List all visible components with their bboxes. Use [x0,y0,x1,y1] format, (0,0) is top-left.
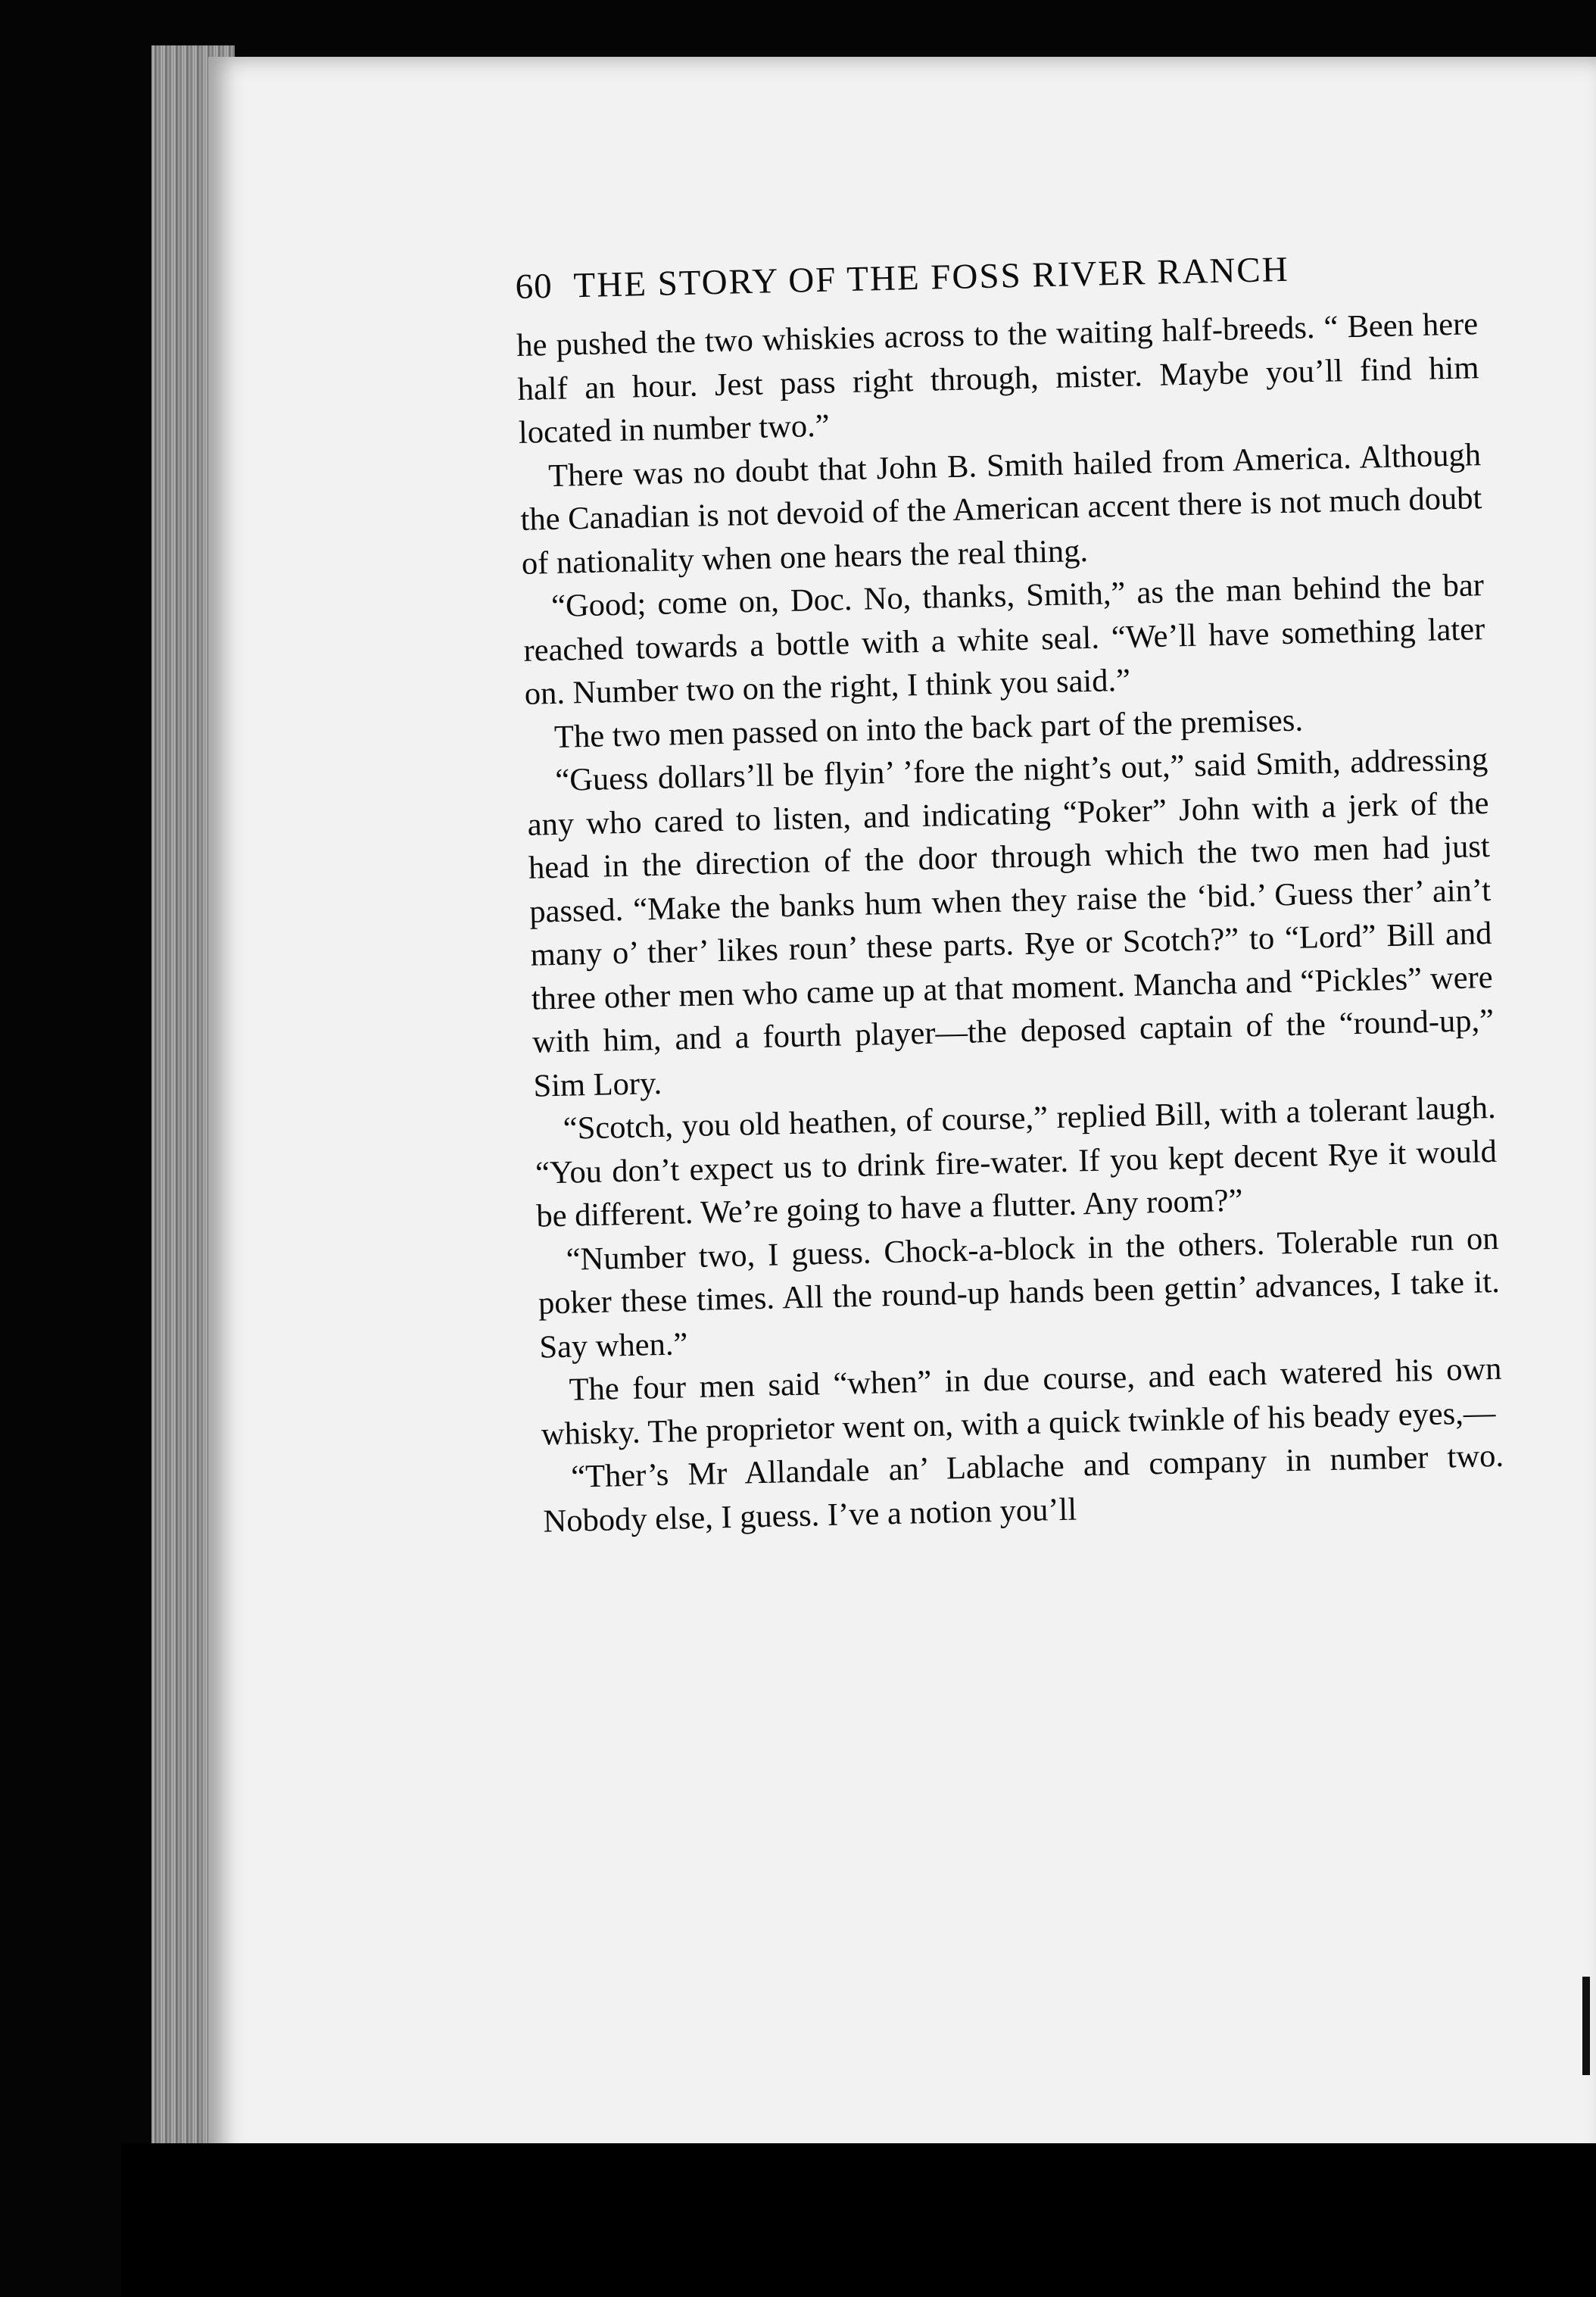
paragraph: The four men said “when” in due course, and each watered his own whisky. The proprietor went on, with a quick twinkle of his beady eyes,— [541,1350,1502,1453]
paragraph: “Ther’s Mr Allandale an’ Lablache and company in number two. Nobody else, I guess. I’ve a notion you’ll [543,1437,1504,1540]
running-title: THE STORY OF THE FOSS RIVER RANCH [573,249,1290,306]
paragraph: “Number two, I guess. Chock-a-block in the others. Tolerable run on poker these times. All the round-up hands been gettin’ advances, I take it. Say when.” [538,1220,1501,1365]
paragraph: There was no doubt that John B. Smith hailed from America. Although the Canadian is not devoid of the American accent there is not much doubt of nationality when one hears the real thing. [520,436,1482,582]
paragraph: he pushed the two whiskies across to the waiting half-breeds. “ Been here half an hour. Jest pass right through, mister. Maybe you’ll find him located in number two.” [516,306,1479,451]
bottom-shadow [121,2143,1596,2297]
edge-mark [1582,1977,1590,2075]
paragraph: The two men passed on into the back part of the premises. [553,702,1304,755]
paragraph: “Scotch, you old heathen, of course,” replied Bill, with a tolerant laugh. “You don’t expect us to drink fire-water. If you kept decent Rye it would be different. We’re going to have a flutter. Any room?” [535,1089,1498,1234]
page-text-block [515,245,1505,1543]
paragraph: “Good; come on, Doc. No, thanks, Smith,” as the man behind the bar reached towards a bottle with a white seal. “We’ll have something later on. Number two on the right, I think you said.” [522,567,1485,712]
page-number: 60 [515,266,553,307]
paragraph: “Guess dollars’ll be flyin’ ’fore the night’s out,” said Smith, addressing any who cared to listen, and indicating “Poker” John with a jerk of the head in the direction of the door through which the two men had just passed. “Make the banks hum when they raise the ‘bid.’ Guess ther’ ain’t many o’ ther’ likes roun’ these parts. Rye or Scotch?” to “Lord” Bill and three other men who came up at that moment. Mancha and “Pickles” were with him, and a fourth player—the deposed captain of the “round-up,” Sim Lory. [527,741,1495,1104]
